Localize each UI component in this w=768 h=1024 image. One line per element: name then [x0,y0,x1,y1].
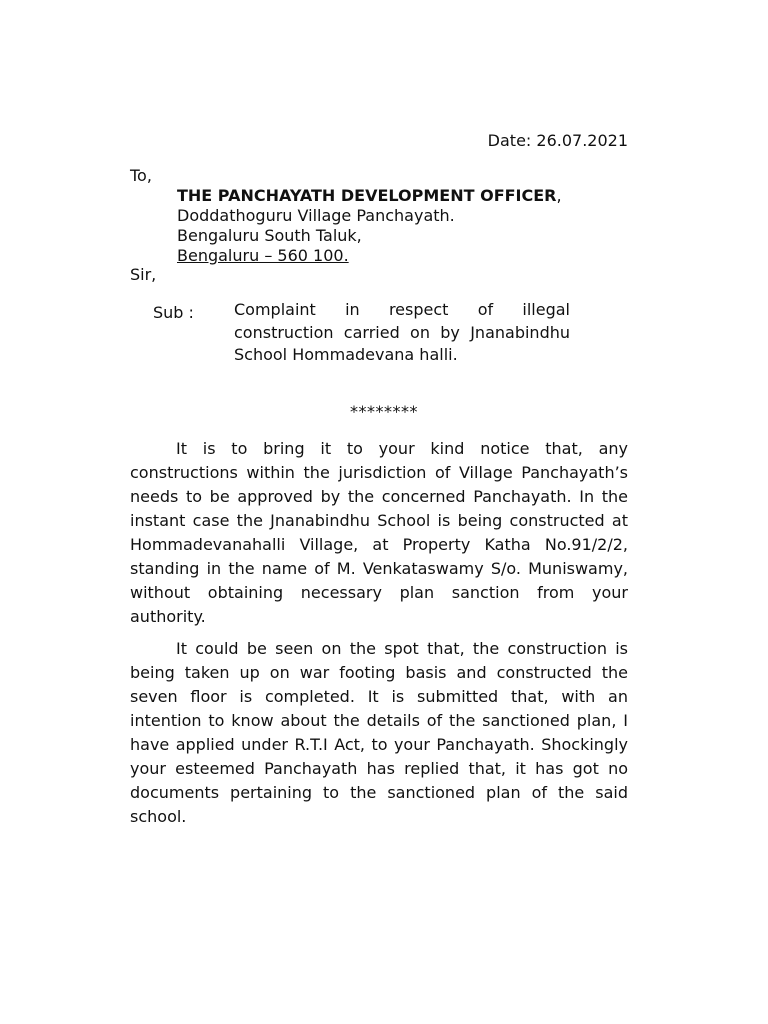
recipient-title-punct: , [556,186,562,205]
salutation-sir: Sir, [130,265,157,284]
subject-text: Complaint in respect of illegal construction carried on by Jnanabindhu School Hommadevana halli. [234,300,570,365]
salutation-to: To, [130,166,152,185]
recipient-title-line [177,186,562,206]
recipient-line-3: Bengaluru – 560 100. [177,246,349,265]
separator: ******** [350,402,418,421]
recipient-line-2: Bengaluru South Taluk, [177,226,362,245]
subject-label: Sub : [153,303,194,322]
body-paragraph-1: It is to bring it to your kind notice that, any constructions within the jurisdiction of Village Panchayath’s needs to be approved by the concerned Panchayath. In the instant case the Jnanabindhu School is being constructed at Hommadevanahalli Village, at Property Katha No.91/2/2, standing in the name of M. Venkataswamy S/o. Muniswamy, without obtaining necessary plan sanction from your authority. [130,439,628,626]
body-paragraph-2: It could be seen on the spot that, the construction is being taken up on war footing basis and constructed the seven floor is completed. It is submitted that, with an intention to know about the details of the sanctioned plan, I have applied under R.T.I Act, to your Panchayath. Shockingly your esteemed Panchayath has replied that, it has got no documents pertaining to the sanctioned plan of the said school. [130,639,628,826]
letter-date: Date: 26.07.2021 [487,131,628,150]
recipient-title: THE PANCHAYATH DEVELOPMENT OFFICER [177,186,557,205]
recipient-line-1: Doddathoguru Village Panchayath. [177,206,455,225]
recipient-address [177,186,562,266]
